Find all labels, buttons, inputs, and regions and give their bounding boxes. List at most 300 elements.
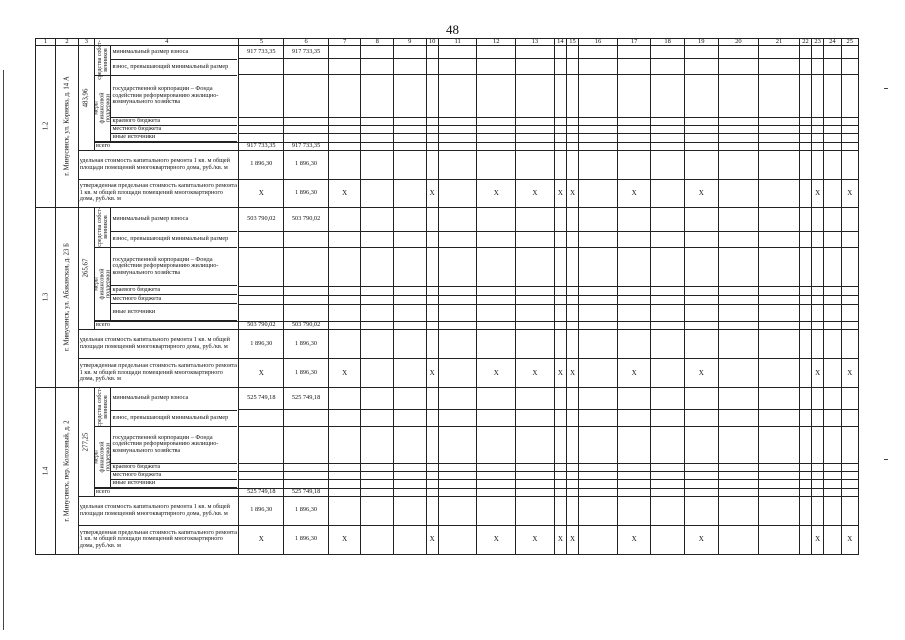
empty-cell	[841, 304, 858, 321]
empty-cell	[841, 75, 858, 118]
empty-cell	[617, 464, 651, 472]
empty-cell	[684, 480, 718, 488]
empty-cell	[718, 59, 759, 75]
empty-cell	[554, 231, 566, 247]
empty-cell	[799, 150, 811, 179]
empty-cell	[684, 330, 718, 359]
empty-cell	[824, 118, 841, 126]
empty-cell	[361, 472, 394, 480]
unit-cost-label: удельная стоимость капитального ремонта 1 кв. м общей площади помещений многоквартирного дома, руб./кв. м	[78, 496, 239, 525]
empty-cell	[426, 126, 438, 134]
empty-cell	[684, 286, 718, 295]
house-area: 483,96	[82, 88, 90, 108]
empty-cell	[554, 388, 566, 410]
empty-cell	[554, 322, 566, 330]
empty-cell	[394, 426, 427, 464]
empty-cell	[239, 472, 284, 480]
source-row	[95, 232, 237, 248]
empty-cell	[617, 496, 651, 525]
empty-cell	[824, 207, 841, 231]
empty-cell	[799, 472, 811, 480]
empty-cell	[394, 286, 427, 295]
empty-cell	[328, 472, 361, 480]
empty-cell	[394, 59, 427, 75]
empty-cell	[566, 231, 578, 247]
empty-cell	[394, 322, 427, 330]
column-header: 23	[812, 39, 824, 46]
empty-cell	[617, 75, 651, 118]
empty-cell	[554, 126, 566, 134]
empty-cell	[361, 126, 394, 134]
source-row	[95, 426, 237, 463]
empty-cell	[684, 304, 718, 321]
empty-cell	[617, 150, 651, 179]
empty-cell	[651, 304, 685, 321]
empty-cell	[684, 134, 718, 142]
source-row	[95, 248, 237, 286]
limit-mark: X	[617, 525, 651, 554]
support-group-label: меры финансовой поддержки	[93, 92, 112, 124]
empty-cell	[284, 480, 329, 488]
limit-mark: X	[812, 525, 824, 554]
source-row	[95, 410, 237, 426]
empty-cell	[841, 207, 858, 231]
house-area-cell	[78, 388, 94, 497]
empty-cell	[651, 388, 685, 410]
empty-cell	[284, 231, 329, 247]
empty-cell	[516, 295, 555, 304]
empty-cell	[554, 59, 566, 75]
empty-cell	[759, 248, 800, 287]
empty-cell	[438, 179, 477, 207]
owners-group-label: средства собст-венников	[96, 387, 109, 427]
empty-cell	[566, 134, 578, 142]
empty-cell	[394, 496, 427, 525]
empty-cell	[477, 248, 516, 287]
empty-cell	[284, 75, 329, 118]
empty-cell	[579, 142, 618, 150]
empty-cell	[394, 126, 427, 134]
funding-sources-table	[95, 388, 237, 488]
empty-cell	[438, 472, 477, 480]
empty-cell	[617, 248, 651, 287]
column-header: 4	[94, 39, 238, 46]
margin-tick	[884, 459, 888, 460]
empty-cell	[554, 464, 566, 472]
empty-cell	[799, 488, 811, 496]
table-row	[36, 330, 859, 359]
empty-cell	[841, 126, 858, 134]
empty-cell	[394, 410, 427, 426]
empty-cell	[361, 330, 394, 359]
empty-cell	[394, 525, 427, 554]
empty-cell	[812, 150, 824, 179]
owners-group-label: средства собст-венников	[96, 40, 109, 81]
empty-cell	[799, 142, 811, 150]
empty-cell	[438, 359, 477, 388]
limit-mark: X	[328, 525, 361, 554]
empty-cell	[812, 126, 824, 134]
empty-cell	[477, 426, 516, 464]
empty-cell	[617, 480, 651, 488]
empty-cell	[759, 322, 800, 330]
table-row	[36, 150, 859, 179]
empty-cell	[361, 134, 394, 142]
empty-cell	[438, 248, 477, 287]
empty-cell	[554, 142, 566, 150]
empty-cell	[566, 426, 578, 464]
column-header: 16	[579, 39, 618, 46]
empty-cell	[718, 464, 759, 472]
empty-cell	[651, 286, 685, 295]
empty-cell	[617, 295, 651, 304]
empty-cell	[718, 480, 759, 488]
limit-mark: X	[239, 525, 284, 554]
empty-cell	[759, 496, 800, 525]
empty-cell	[799, 179, 811, 207]
empty-cell	[361, 295, 394, 304]
empty-cell	[284, 286, 329, 295]
empty-cell	[812, 426, 824, 464]
empty-cell	[617, 207, 651, 231]
empty-cell	[239, 126, 284, 134]
empty-cell	[477, 286, 516, 295]
empty-cell	[651, 464, 685, 472]
empty-cell	[824, 142, 841, 150]
empty-cell	[812, 496, 824, 525]
empty-cell	[718, 286, 759, 295]
empty-cell	[651, 525, 685, 554]
empty-cell	[617, 330, 651, 359]
empty-cell	[516, 426, 555, 464]
empty-cell	[799, 330, 811, 359]
empty-cell	[239, 295, 284, 304]
column-header: 19	[684, 39, 718, 46]
total-value: 525 749,18	[239, 488, 284, 496]
limit-mark: X	[516, 525, 555, 554]
empty-cell	[438, 330, 477, 359]
empty-cell	[516, 388, 555, 410]
empty-cell	[554, 286, 566, 295]
limit-mark: X	[554, 525, 566, 554]
empty-cell	[824, 488, 841, 496]
empty-cell	[824, 75, 841, 118]
empty-cell	[651, 207, 685, 231]
empty-cell	[477, 142, 516, 150]
empty-cell	[617, 59, 651, 75]
empty-cell	[394, 118, 427, 126]
empty-cell	[438, 134, 477, 142]
empty-cell	[684, 231, 718, 247]
funding-sources-cell	[93, 40, 238, 143]
empty-cell	[477, 488, 516, 496]
empty-cell	[361, 464, 394, 472]
support-group-label: меры финансовой поддержки	[93, 441, 112, 472]
empty-cell	[651, 231, 685, 247]
empty-cell	[361, 207, 394, 231]
source-label: местного бюджета	[111, 125, 237, 133]
table-row	[36, 488, 859, 496]
empty-cell	[617, 472, 651, 480]
empty-cell	[516, 207, 555, 231]
item-number-cell	[36, 388, 56, 555]
source-row	[95, 286, 237, 295]
empty-cell	[426, 142, 438, 150]
empty-cell	[361, 150, 394, 179]
empty-cell	[812, 304, 824, 321]
empty-cell	[799, 480, 811, 488]
empty-cell	[718, 496, 759, 525]
empty-cell	[566, 286, 578, 295]
empty-cell	[651, 179, 685, 207]
empty-cell	[812, 472, 824, 480]
empty-cell	[579, 410, 618, 426]
table-row	[36, 322, 859, 330]
empty-cell	[759, 118, 800, 126]
empty-cell	[841, 330, 858, 359]
empty-cell	[651, 46, 685, 59]
min-contribution-value-col6: 503 790,02	[284, 207, 329, 231]
empty-cell	[361, 388, 394, 410]
empty-cell	[438, 75, 477, 118]
empty-cell	[426, 472, 438, 480]
empty-cell	[841, 118, 858, 126]
empty-cell	[328, 118, 361, 126]
source-label: минимальный размер взноса	[111, 46, 237, 59]
empty-cell	[651, 142, 685, 150]
empty-cell	[759, 480, 800, 488]
column-header: 15	[566, 39, 578, 46]
empty-cell	[824, 322, 841, 330]
unit-cost-value-col6: 1 896,30	[284, 496, 329, 525]
empty-cell	[651, 118, 685, 126]
column-header: 24	[824, 39, 841, 46]
empty-cell	[651, 496, 685, 525]
empty-cell	[579, 134, 618, 142]
house-address: г. Минусинск, ул. Корнева, д. 14 А	[63, 76, 71, 176]
table-row	[36, 525, 859, 554]
empty-cell	[477, 126, 516, 134]
empty-cell	[328, 426, 361, 464]
empty-cell	[799, 207, 811, 231]
empty-cell	[718, 75, 759, 118]
limit-mark: X	[812, 359, 824, 388]
empty-cell	[841, 59, 858, 75]
limit-mark: X	[617, 179, 651, 207]
empty-cell	[477, 304, 516, 321]
column-header: 21	[759, 39, 800, 46]
owners-group-cell	[95, 40, 111, 81]
empty-cell	[841, 322, 858, 330]
empty-cell	[841, 426, 858, 464]
limit-mark: X	[566, 359, 578, 388]
empty-cell	[841, 472, 858, 480]
empty-cell	[812, 59, 824, 75]
empty-cell	[579, 295, 618, 304]
empty-cell	[651, 472, 685, 480]
empty-cell	[824, 464, 841, 472]
empty-cell	[579, 525, 618, 554]
empty-cell	[426, 295, 438, 304]
empty-cell	[328, 480, 361, 488]
empty-cell	[426, 480, 438, 488]
empty-cell	[438, 286, 477, 295]
empty-cell	[718, 388, 759, 410]
empty-cell	[812, 46, 824, 59]
empty-cell	[579, 304, 618, 321]
empty-cell	[394, 248, 427, 287]
empty-cell	[239, 75, 284, 118]
empty-cell	[477, 388, 516, 410]
limit-mark: X	[426, 359, 438, 388]
source-row	[95, 117, 237, 125]
empty-cell	[554, 472, 566, 480]
limit-mark: X	[239, 179, 284, 207]
empty-cell	[239, 480, 284, 488]
empty-cell	[684, 488, 718, 496]
empty-cell	[799, 134, 811, 142]
empty-cell	[477, 75, 516, 118]
source-label: краевого бюджета	[111, 463, 237, 471]
empty-cell	[812, 322, 824, 330]
item-number: 1.4	[42, 466, 50, 475]
limit-cost-value-col6: 1 896,30	[284, 179, 329, 207]
empty-cell	[426, 118, 438, 126]
limit-cost-label: утвержденная предельная стоимость капитального ремонта 1 кв. м общей площади помещений многоквартирного дома, руб./кв. м	[78, 179, 239, 207]
empty-cell	[812, 388, 824, 410]
empty-cell	[477, 118, 516, 126]
column-header: 11	[438, 39, 477, 46]
empty-cell	[759, 359, 800, 388]
empty-cell	[799, 75, 811, 118]
empty-cell	[799, 304, 811, 321]
empty-cell	[718, 118, 759, 126]
unit-cost-value: 1 896,30	[239, 496, 284, 525]
source-label: краевого бюджета	[111, 286, 237, 295]
empty-cell	[617, 231, 651, 247]
empty-cell	[394, 75, 427, 118]
empty-cell	[718, 248, 759, 287]
empty-cell	[579, 480, 618, 488]
limit-mark: X	[477, 179, 516, 207]
empty-cell	[824, 359, 841, 388]
empty-cell	[718, 126, 759, 134]
empty-cell	[651, 410, 685, 426]
empty-cell	[684, 142, 718, 150]
empty-cell	[718, 295, 759, 304]
unit-cost-label: удельная стоимость капитального ремонта 1 кв. м общей площади помещений многоквартирного дома, руб./кв. м	[78, 150, 239, 179]
empty-cell	[426, 134, 438, 142]
empty-cell	[477, 472, 516, 480]
empty-cell	[477, 231, 516, 247]
empty-cell	[284, 410, 329, 426]
empty-cell	[824, 426, 841, 464]
funding-sources-table	[95, 208, 237, 322]
column-number-row	[36, 39, 859, 46]
empty-cell	[579, 150, 618, 179]
empty-cell	[566, 207, 578, 231]
empty-cell	[394, 304, 427, 321]
empty-cell	[824, 231, 841, 247]
funding-sources-cell	[94, 388, 238, 489]
empty-cell	[799, 359, 811, 388]
empty-cell	[824, 134, 841, 142]
house-area: 265,67	[82, 258, 90, 278]
empty-cell	[426, 330, 438, 359]
empty-cell	[841, 480, 858, 488]
empty-cell	[554, 295, 566, 304]
empty-cell	[239, 231, 284, 247]
empty-cell	[239, 304, 284, 321]
item-number-cell	[36, 46, 56, 208]
empty-cell	[284, 126, 329, 134]
empty-cell	[841, 286, 858, 295]
column-header: 25	[841, 39, 858, 46]
limit-cost-value-col6: 1 896,30	[284, 359, 329, 388]
empty-cell	[394, 388, 427, 410]
source-label: взнос, превышающий минимальный размер	[111, 59, 237, 75]
empty-cell	[438, 496, 477, 525]
empty-cell	[651, 295, 685, 304]
empty-cell	[841, 295, 858, 304]
total-label: всего	[94, 322, 238, 330]
unit-cost-value-col6: 1 896,30	[284, 150, 329, 179]
empty-cell	[566, 472, 578, 480]
empty-cell	[394, 46, 427, 59]
empty-cell	[394, 330, 427, 359]
empty-cell	[394, 134, 427, 142]
empty-cell	[426, 464, 438, 472]
source-row	[95, 59, 237, 75]
empty-cell	[284, 248, 329, 287]
empty-cell	[438, 464, 477, 472]
empty-cell	[239, 286, 284, 295]
empty-cell	[718, 231, 759, 247]
source-label: взнос, превышающий минимальный размер	[111, 232, 237, 248]
empty-cell	[812, 134, 824, 142]
empty-cell	[566, 142, 578, 150]
empty-cell	[328, 126, 361, 134]
empty-cell	[617, 134, 651, 142]
empty-cell	[684, 126, 718, 134]
empty-cell	[799, 46, 811, 59]
empty-cell	[438, 207, 477, 231]
empty-cell	[617, 118, 651, 126]
empty-cell	[718, 322, 759, 330]
empty-cell	[579, 286, 618, 295]
empty-cell	[477, 496, 516, 525]
empty-cell	[824, 472, 841, 480]
empty-cell	[394, 295, 427, 304]
limit-mark: X	[684, 359, 718, 388]
empty-cell	[361, 359, 394, 388]
source-label: краевого бюджета	[111, 117, 237, 125]
empty-cell	[684, 207, 718, 231]
table-row	[36, 179, 859, 207]
source-row	[95, 133, 237, 141]
unit-cost-value-col6: 1 896,30	[284, 330, 329, 359]
page-number: 48	[446, 22, 459, 37]
empty-cell	[426, 488, 438, 496]
limit-mark: X	[812, 179, 824, 207]
table-row	[36, 142, 859, 150]
empty-cell	[516, 150, 555, 179]
empty-cell	[394, 488, 427, 496]
empty-cell	[579, 464, 618, 472]
house-area-cell	[78, 207, 94, 330]
empty-cell	[477, 480, 516, 488]
empty-cell	[812, 295, 824, 304]
